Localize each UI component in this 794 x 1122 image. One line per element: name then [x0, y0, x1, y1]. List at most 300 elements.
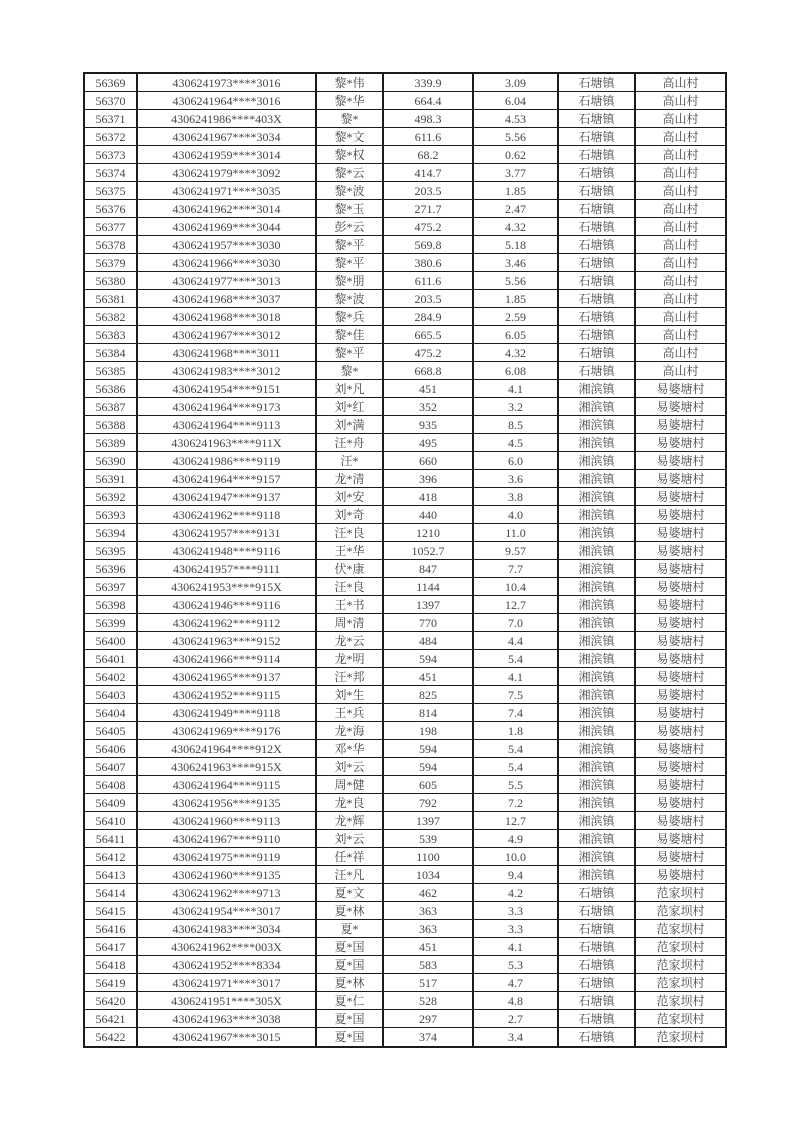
village-cell: 范家坝村 [635, 974, 726, 992]
serial-number-cell: 56375 [84, 182, 137, 200]
amount-cell: 451 [383, 668, 473, 686]
table-row [84, 1010, 726, 1028]
town-cell: 湘滨镇 [558, 452, 635, 470]
id-number-masked-cell: 4306241963****9152 [137, 632, 316, 650]
id-number-masked-cell: 4306241962****003X [137, 938, 316, 956]
serial-number-cell: 56371 [84, 110, 137, 128]
serial-number-cell: 56406 [84, 740, 137, 758]
amount-cell: 770 [383, 614, 473, 632]
person-name-masked-cell: 黎*华 [316, 92, 383, 110]
table-row [84, 236, 726, 254]
table-row [84, 470, 726, 488]
table-row [84, 146, 726, 164]
town-cell: 石塘镇 [558, 326, 635, 344]
person-name-masked-cell: 黎*兵 [316, 308, 383, 326]
secondary-amount-cell: 4.1 [473, 938, 558, 956]
town-cell: 湘滨镇 [558, 614, 635, 632]
serial-number-cell: 56409 [84, 794, 137, 812]
secondary-amount-cell: 11.0 [473, 524, 558, 542]
town-cell: 石塘镇 [558, 992, 635, 1010]
village-cell: 易婆塘村 [635, 416, 726, 434]
town-cell: 湘滨镇 [558, 758, 635, 776]
id-number-masked-cell: 4306241964****912X [137, 740, 316, 758]
person-name-masked-cell: 汪* [316, 452, 383, 470]
amount-cell: 517 [383, 974, 473, 992]
serial-number-cell: 56392 [84, 488, 137, 506]
secondary-amount-cell: 4.9 [473, 830, 558, 848]
person-name-masked-cell: 黎*朋 [316, 272, 383, 290]
village-cell: 易婆塘村 [635, 506, 726, 524]
village-cell: 高山村 [635, 92, 726, 110]
id-number-masked-cell: 4306241967****3012 [137, 326, 316, 344]
amount-cell: 539 [383, 830, 473, 848]
town-cell: 湘滨镇 [558, 416, 635, 434]
town-cell: 湘滨镇 [558, 596, 635, 614]
person-name-masked-cell: 黎*权 [316, 146, 383, 164]
secondary-amount-cell: 10.0 [473, 848, 558, 866]
village-cell: 易婆塘村 [635, 776, 726, 794]
person-name-masked-cell: 刘*安 [316, 488, 383, 506]
serial-number-cell: 56379 [84, 254, 137, 272]
serial-number-cell: 56399 [84, 614, 137, 632]
person-name-masked-cell: 夏*国 [316, 938, 383, 956]
secondary-amount-cell: 3.46 [473, 254, 558, 272]
secondary-amount-cell: 0.62 [473, 146, 558, 164]
town-cell: 石塘镇 [558, 110, 635, 128]
person-name-masked-cell: 刘*奇 [316, 506, 383, 524]
id-number-masked-cell: 4306241964****9113 [137, 416, 316, 434]
beneficiary-records-table [83, 72, 727, 1048]
serial-number-cell: 56376 [84, 200, 137, 218]
serial-number-cell: 56377 [84, 218, 137, 236]
secondary-amount-cell: 2.47 [473, 200, 558, 218]
amount-cell: 664.4 [383, 92, 473, 110]
serial-number-cell: 56402 [84, 668, 137, 686]
amount-cell: 484 [383, 632, 473, 650]
secondary-amount-cell: 4.32 [473, 218, 558, 236]
person-name-masked-cell: 汪*舟 [316, 434, 383, 452]
person-name-masked-cell: 夏*文 [316, 884, 383, 902]
person-name-masked-cell: 黎* [316, 110, 383, 128]
amount-cell: 498.3 [383, 110, 473, 128]
serial-number-cell: 56383 [84, 326, 137, 344]
secondary-amount-cell: 6.08 [473, 362, 558, 380]
town-cell: 石塘镇 [558, 344, 635, 362]
secondary-amount-cell: 5.56 [473, 128, 558, 146]
village-cell: 易婆塘村 [635, 560, 726, 578]
table-row [84, 380, 726, 398]
table-row [84, 344, 726, 362]
id-number-masked-cell: 4306241975****9119 [137, 848, 316, 866]
serial-number-cell: 56384 [84, 344, 137, 362]
village-cell: 易婆塘村 [635, 866, 726, 884]
town-cell: 石塘镇 [558, 1028, 635, 1047]
village-cell: 范家坝村 [635, 1010, 726, 1028]
amount-cell: 792 [383, 794, 473, 812]
secondary-amount-cell: 4.0 [473, 506, 558, 524]
person-name-masked-cell: 黎*平 [316, 344, 383, 362]
id-number-masked-cell: 4306241964****9157 [137, 470, 316, 488]
id-number-masked-cell: 4306241967****9110 [137, 830, 316, 848]
table-row [84, 542, 726, 560]
secondary-amount-cell: 8.5 [473, 416, 558, 434]
id-number-masked-cell: 4306241953****915X [137, 578, 316, 596]
table-row [84, 200, 726, 218]
serial-number-cell: 56422 [84, 1028, 137, 1047]
amount-cell: 665.5 [383, 326, 473, 344]
table-row [84, 668, 726, 686]
table-row [84, 92, 726, 110]
table-row [84, 848, 726, 866]
person-name-masked-cell: 黎*波 [316, 182, 383, 200]
id-number-masked-cell: 4306241957****9111 [137, 560, 316, 578]
village-cell: 高山村 [635, 164, 726, 182]
village-cell: 高山村 [635, 362, 726, 380]
id-number-masked-cell: 4306241971****3017 [137, 974, 316, 992]
table-row [84, 560, 726, 578]
id-number-masked-cell: 4306241983****3034 [137, 920, 316, 938]
town-cell: 石塘镇 [558, 902, 635, 920]
amount-cell: 594 [383, 758, 473, 776]
secondary-amount-cell: 4.53 [473, 110, 558, 128]
town-cell: 石塘镇 [558, 236, 635, 254]
serial-number-cell: 56394 [84, 524, 137, 542]
table-row [84, 956, 726, 974]
serial-number-cell: 56386 [84, 380, 137, 398]
id-number-masked-cell: 4306241957****3030 [137, 236, 316, 254]
town-cell: 湘滨镇 [558, 398, 635, 416]
village-cell: 易婆塘村 [635, 614, 726, 632]
table-row [84, 614, 726, 632]
serial-number-cell: 56389 [84, 434, 137, 452]
serial-number-cell: 56372 [84, 128, 137, 146]
amount-cell: 611.6 [383, 128, 473, 146]
table-row [84, 326, 726, 344]
serial-number-cell: 56381 [84, 290, 137, 308]
town-cell: 石塘镇 [558, 182, 635, 200]
village-cell: 高山村 [635, 110, 726, 128]
id-number-masked-cell: 4306241956****9135 [137, 794, 316, 812]
amount-cell: 528 [383, 992, 473, 1010]
town-cell: 石塘镇 [558, 73, 635, 92]
amount-cell: 374 [383, 1028, 473, 1047]
person-name-masked-cell: 龙*辉 [316, 812, 383, 830]
amount-cell: 363 [383, 920, 473, 938]
id-number-masked-cell: 4306241971****3035 [137, 182, 316, 200]
town-cell: 石塘镇 [558, 146, 635, 164]
person-name-masked-cell: 黎*文 [316, 128, 383, 146]
person-name-masked-cell: 王*华 [316, 542, 383, 560]
table-row [84, 902, 726, 920]
amount-cell: 203.5 [383, 290, 473, 308]
serial-number-cell: 56393 [84, 506, 137, 524]
amount-cell: 475.2 [383, 218, 473, 236]
secondary-amount-cell: 5.3 [473, 956, 558, 974]
serial-number-cell: 56401 [84, 650, 137, 668]
person-name-masked-cell: 汪*良 [316, 524, 383, 542]
serial-number-cell: 56395 [84, 542, 137, 560]
serial-number-cell: 56421 [84, 1010, 137, 1028]
id-number-masked-cell: 4306241965****9137 [137, 668, 316, 686]
table-row [84, 776, 726, 794]
serial-number-cell: 56398 [84, 596, 137, 614]
secondary-amount-cell: 4.1 [473, 668, 558, 686]
person-name-masked-cell: 龙*明 [316, 650, 383, 668]
id-number-masked-cell: 4306241979****3092 [137, 164, 316, 182]
secondary-amount-cell: 1.85 [473, 182, 558, 200]
serial-number-cell: 56419 [84, 974, 137, 992]
village-cell: 易婆塘村 [635, 434, 726, 452]
table-row [84, 254, 726, 272]
person-name-masked-cell: 汪*良 [316, 578, 383, 596]
town-cell: 湘滨镇 [558, 722, 635, 740]
table-body [84, 73, 726, 1047]
town-cell: 湘滨镇 [558, 434, 635, 452]
amount-cell: 814 [383, 704, 473, 722]
table-row [84, 452, 726, 470]
id-number-masked-cell: 4306241949****9118 [137, 704, 316, 722]
secondary-amount-cell: 6.0 [473, 452, 558, 470]
id-number-masked-cell: 4306241962****3014 [137, 200, 316, 218]
id-number-masked-cell: 4306241962****9713 [137, 884, 316, 902]
town-cell: 湘滨镇 [558, 848, 635, 866]
amount-cell: 297 [383, 1010, 473, 1028]
table-row [84, 632, 726, 650]
table-row [84, 794, 726, 812]
village-cell: 易婆塘村 [635, 686, 726, 704]
id-number-masked-cell: 4306241954****9151 [137, 380, 316, 398]
table-row [84, 812, 726, 830]
town-cell: 石塘镇 [558, 272, 635, 290]
town-cell: 湘滨镇 [558, 470, 635, 488]
amount-cell: 1034 [383, 866, 473, 884]
town-cell: 湘滨镇 [558, 506, 635, 524]
amount-cell: 1052.7 [383, 542, 473, 560]
id-number-masked-cell: 4306241986****403X [137, 110, 316, 128]
town-cell: 湘滨镇 [558, 560, 635, 578]
secondary-amount-cell: 4.7 [473, 974, 558, 992]
secondary-amount-cell: 4.4 [473, 632, 558, 650]
town-cell: 石塘镇 [558, 290, 635, 308]
id-number-masked-cell: 4306241964****9115 [137, 776, 316, 794]
table-row [84, 218, 726, 236]
secondary-amount-cell: 7.4 [473, 704, 558, 722]
person-name-masked-cell: 刘*红 [316, 398, 383, 416]
amount-cell: 352 [383, 398, 473, 416]
person-name-masked-cell: 龙*清 [316, 470, 383, 488]
amount-cell: 203.5 [383, 182, 473, 200]
person-name-masked-cell: 龙*良 [316, 794, 383, 812]
village-cell: 范家坝村 [635, 956, 726, 974]
person-name-masked-cell: 刘*云 [316, 830, 383, 848]
amount-cell: 660 [383, 452, 473, 470]
amount-cell: 462 [383, 884, 473, 902]
table-row [84, 73, 726, 92]
id-number-masked-cell: 4306241963****915X [137, 758, 316, 776]
serial-number-cell: 56403 [84, 686, 137, 704]
serial-number-cell: 56407 [84, 758, 137, 776]
town-cell: 石塘镇 [558, 254, 635, 272]
person-name-masked-cell: 夏*林 [316, 974, 383, 992]
serial-number-cell: 56396 [84, 560, 137, 578]
village-cell: 高山村 [635, 272, 726, 290]
serial-number-cell: 56410 [84, 812, 137, 830]
secondary-amount-cell: 4.5 [473, 434, 558, 452]
table-row [84, 884, 726, 902]
secondary-amount-cell: 3.3 [473, 902, 558, 920]
serial-number-cell: 56388 [84, 416, 137, 434]
amount-cell: 594 [383, 650, 473, 668]
table-row [84, 596, 726, 614]
amount-cell: 414.7 [383, 164, 473, 182]
town-cell: 湘滨镇 [558, 524, 635, 542]
village-cell: 范家坝村 [635, 902, 726, 920]
serial-number-cell: 56405 [84, 722, 137, 740]
village-cell: 易婆塘村 [635, 794, 726, 812]
village-cell: 易婆塘村 [635, 398, 726, 416]
secondary-amount-cell: 4.32 [473, 344, 558, 362]
table-row [84, 578, 726, 596]
town-cell: 石塘镇 [558, 308, 635, 326]
id-number-masked-cell: 4306241960****9113 [137, 812, 316, 830]
serial-number-cell: 56415 [84, 902, 137, 920]
village-cell: 易婆塘村 [635, 650, 726, 668]
village-cell: 高山村 [635, 326, 726, 344]
amount-cell: 363 [383, 902, 473, 920]
town-cell: 石塘镇 [558, 200, 635, 218]
secondary-amount-cell: 2.59 [473, 308, 558, 326]
amount-cell: 396 [383, 470, 473, 488]
serial-number-cell: 56414 [84, 884, 137, 902]
table-row [84, 110, 726, 128]
amount-cell: 1144 [383, 578, 473, 596]
town-cell: 湘滨镇 [558, 830, 635, 848]
amount-cell: 68.2 [383, 146, 473, 164]
id-number-masked-cell: 4306241952****8334 [137, 956, 316, 974]
table-row [84, 506, 726, 524]
town-cell: 石塘镇 [558, 128, 635, 146]
village-cell: 易婆塘村 [635, 812, 726, 830]
serial-number-cell: 56385 [84, 362, 137, 380]
person-name-masked-cell: 龙*海 [316, 722, 383, 740]
town-cell: 湘滨镇 [558, 650, 635, 668]
village-cell: 易婆塘村 [635, 542, 726, 560]
id-number-masked-cell: 4306241966****3030 [137, 254, 316, 272]
secondary-amount-cell: 7.5 [473, 686, 558, 704]
id-number-masked-cell: 4306241966****9114 [137, 650, 316, 668]
secondary-amount-cell: 5.4 [473, 650, 558, 668]
village-cell: 易婆塘村 [635, 470, 726, 488]
village-cell: 高山村 [635, 146, 726, 164]
table-row [84, 722, 726, 740]
id-number-masked-cell: 4306241948****9116 [137, 542, 316, 560]
table-row [84, 272, 726, 290]
village-cell: 易婆塘村 [635, 668, 726, 686]
person-name-masked-cell: 黎*波 [316, 290, 383, 308]
town-cell: 石塘镇 [558, 1010, 635, 1028]
amount-cell: 1397 [383, 596, 473, 614]
town-cell: 湘滨镇 [558, 794, 635, 812]
village-cell: 易婆塘村 [635, 758, 726, 776]
person-name-masked-cell: 夏*国 [316, 1028, 383, 1047]
village-cell: 范家坝村 [635, 1028, 726, 1047]
id-number-masked-cell: 4306241951****305X [137, 992, 316, 1010]
town-cell: 湘滨镇 [558, 812, 635, 830]
serial-number-cell: 56404 [84, 704, 137, 722]
table-row [84, 992, 726, 1010]
village-cell: 高山村 [635, 236, 726, 254]
town-cell: 石塘镇 [558, 974, 635, 992]
serial-number-cell: 56374 [84, 164, 137, 182]
person-name-masked-cell: 黎*平 [316, 254, 383, 272]
town-cell: 湘滨镇 [558, 866, 635, 884]
town-cell: 湘滨镇 [558, 776, 635, 794]
id-number-masked-cell: 4306241964****9173 [137, 398, 316, 416]
person-name-masked-cell: 彭*云 [316, 218, 383, 236]
town-cell: 湘滨镇 [558, 380, 635, 398]
table-row [84, 1028, 726, 1047]
serial-number-cell: 56420 [84, 992, 137, 1010]
table-row [84, 362, 726, 380]
id-number-masked-cell: 4306241962****9112 [137, 614, 316, 632]
table-row [84, 164, 726, 182]
amount-cell: 825 [383, 686, 473, 704]
village-cell: 范家坝村 [635, 920, 726, 938]
table-row [84, 830, 726, 848]
table-row [84, 488, 726, 506]
secondary-amount-cell: 3.8 [473, 488, 558, 506]
secondary-amount-cell: 2.7 [473, 1010, 558, 1028]
table-row [84, 524, 726, 542]
amount-cell: 569.8 [383, 236, 473, 254]
town-cell: 湘滨镇 [558, 704, 635, 722]
amount-cell: 339.9 [383, 73, 473, 92]
id-number-masked-cell: 4306241967****3015 [137, 1028, 316, 1047]
table-row [84, 866, 726, 884]
secondary-amount-cell: 4.8 [473, 992, 558, 1010]
secondary-amount-cell: 5.4 [473, 740, 558, 758]
id-number-masked-cell: 4306241954****3017 [137, 902, 316, 920]
serial-number-cell: 56418 [84, 956, 137, 974]
person-name-masked-cell: 黎*佳 [316, 326, 383, 344]
person-name-masked-cell: 夏*林 [316, 902, 383, 920]
person-name-masked-cell: 刘*生 [316, 686, 383, 704]
village-cell: 范家坝村 [635, 938, 726, 956]
person-name-masked-cell: 汪*凡 [316, 866, 383, 884]
table-row [84, 650, 726, 668]
id-number-masked-cell: 4306241964****3016 [137, 92, 316, 110]
person-name-masked-cell: 黎*平 [316, 236, 383, 254]
table-row [84, 416, 726, 434]
secondary-amount-cell: 6.05 [473, 326, 558, 344]
table-row [84, 920, 726, 938]
secondary-amount-cell: 7.2 [473, 794, 558, 812]
secondary-amount-cell: 1.8 [473, 722, 558, 740]
serial-number-cell: 56412 [84, 848, 137, 866]
amount-cell: 495 [383, 434, 473, 452]
village-cell: 易婆塘村 [635, 704, 726, 722]
person-name-masked-cell: 汪*邦 [316, 668, 383, 686]
amount-cell: 611.6 [383, 272, 473, 290]
secondary-amount-cell: 3.4 [473, 1028, 558, 1047]
secondary-amount-cell: 12.7 [473, 812, 558, 830]
serial-number-cell: 56400 [84, 632, 137, 650]
town-cell: 石塘镇 [558, 164, 635, 182]
secondary-amount-cell: 5.56 [473, 272, 558, 290]
id-number-masked-cell: 4306241947****9137 [137, 488, 316, 506]
table-row [84, 758, 726, 776]
amount-cell: 380.6 [383, 254, 473, 272]
